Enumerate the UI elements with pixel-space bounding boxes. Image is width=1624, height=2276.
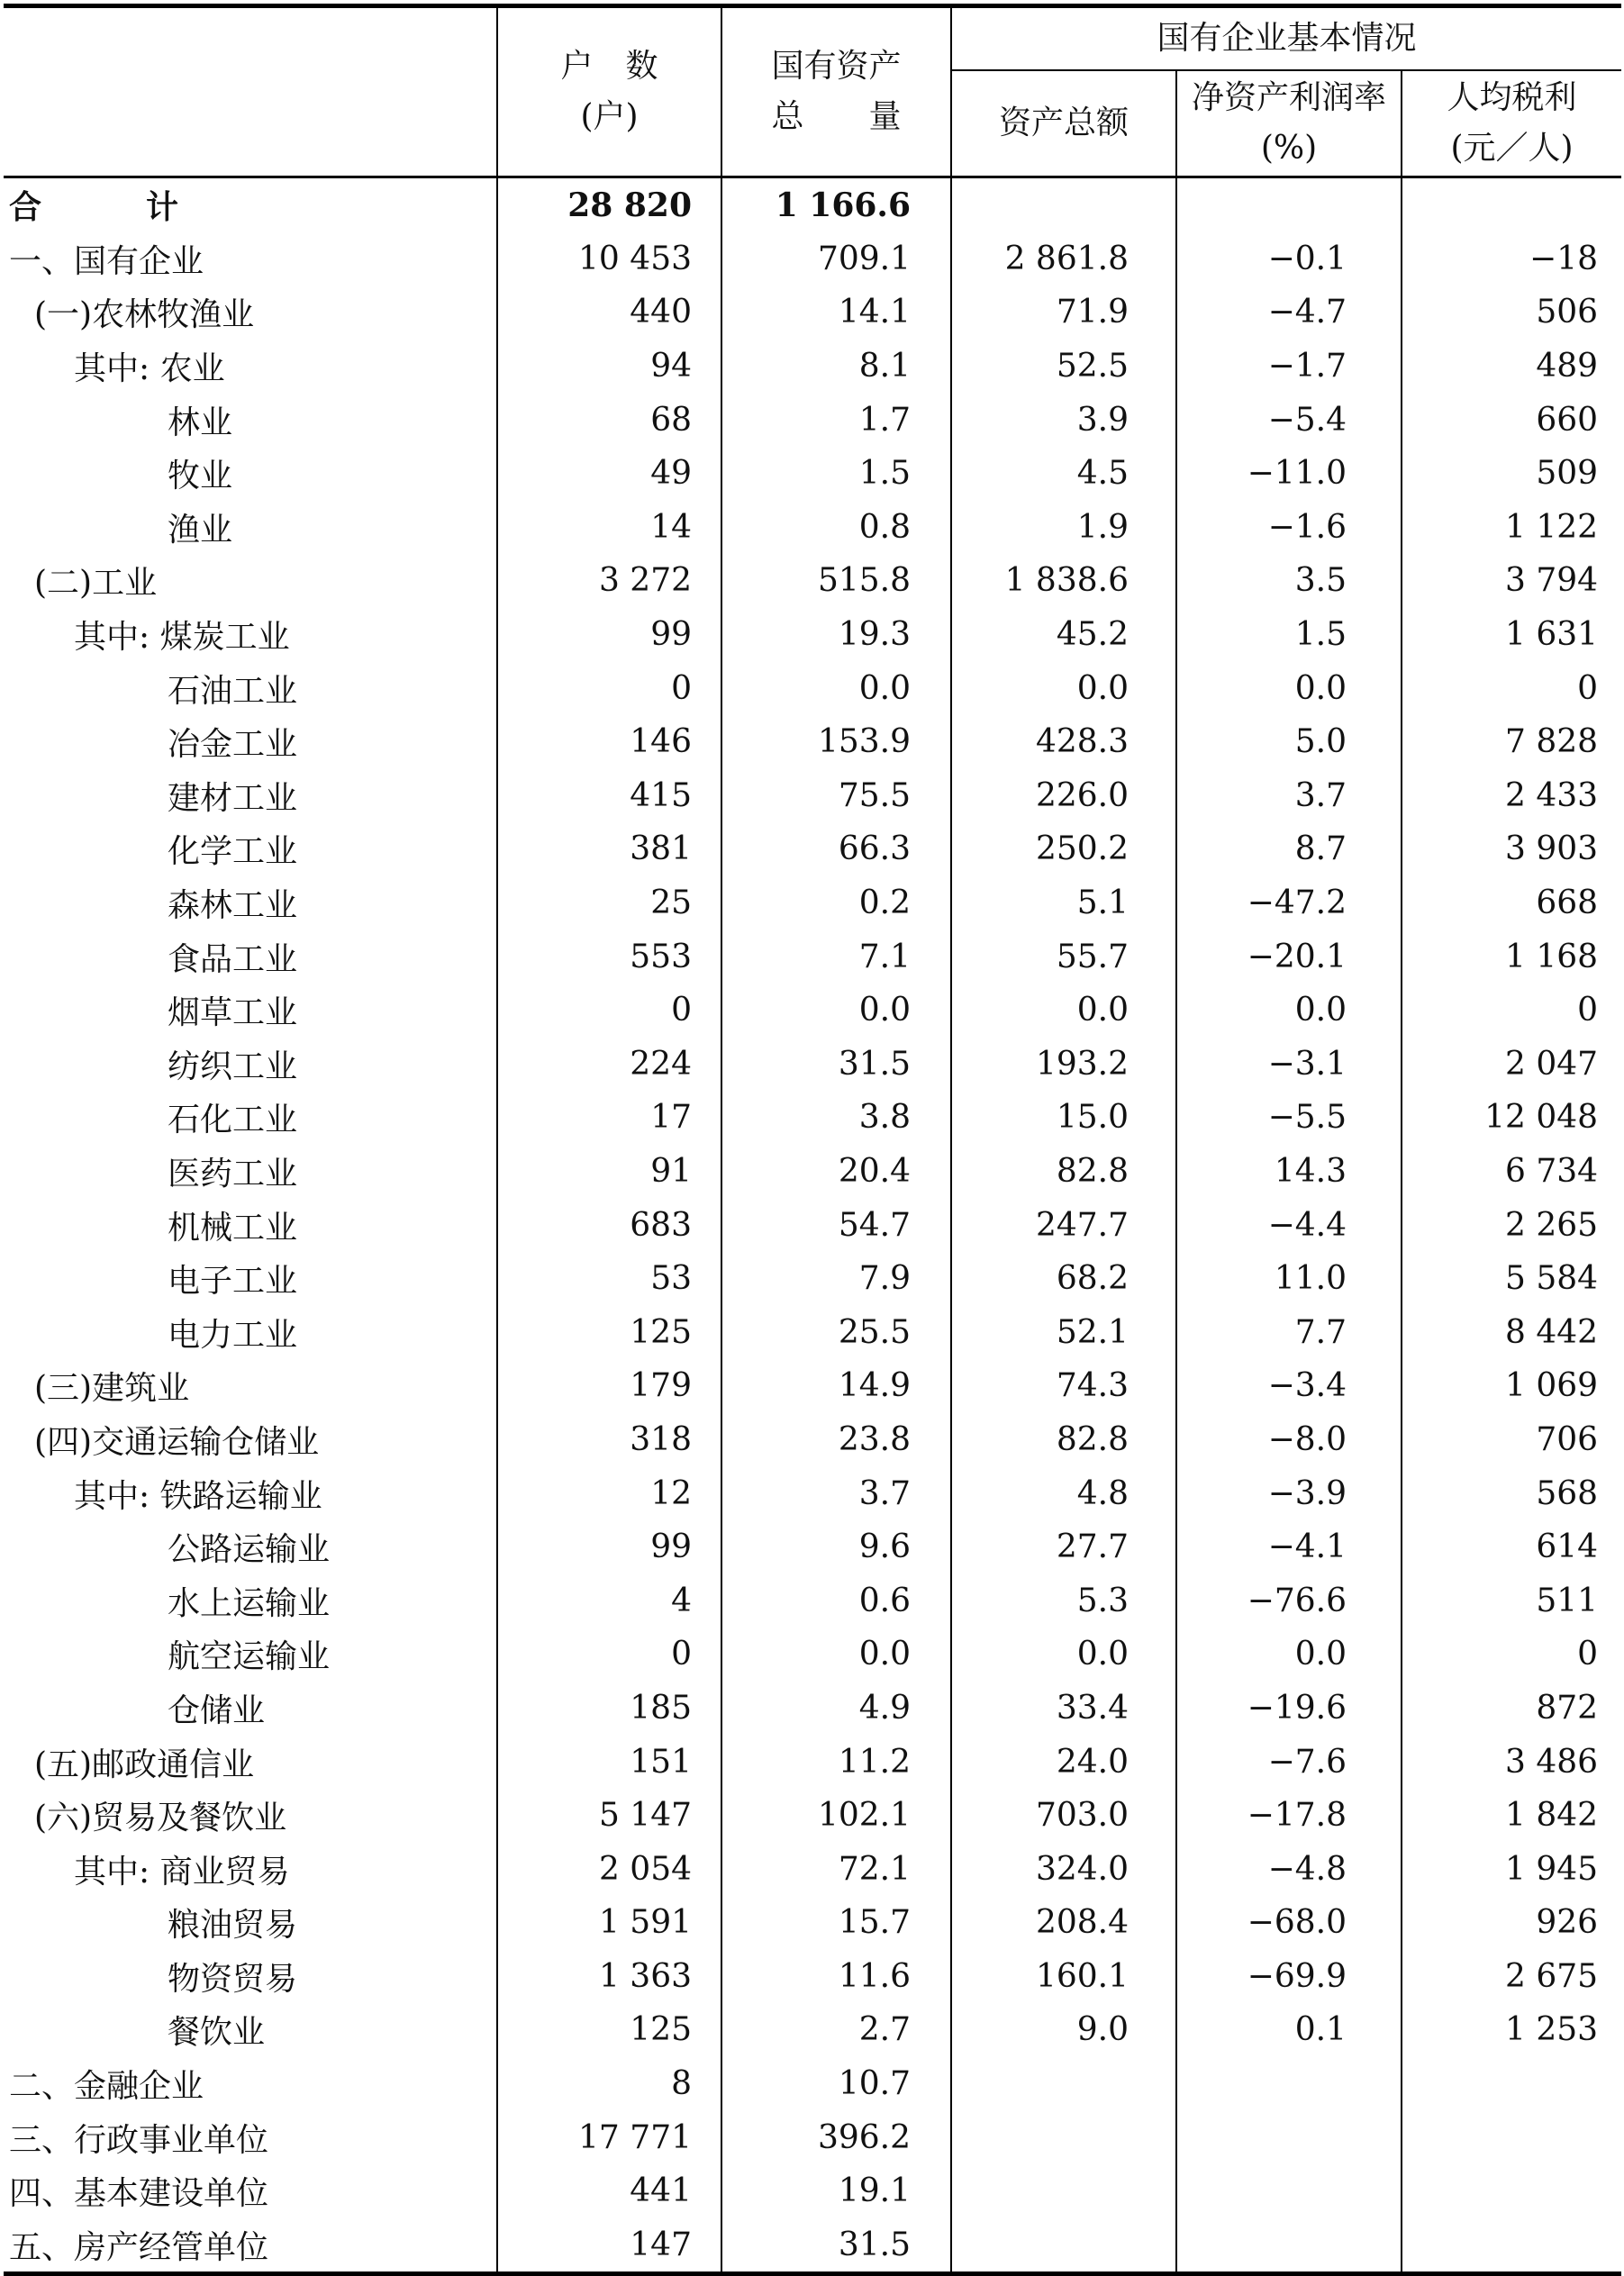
row-label: 牧业 [168, 458, 233, 495]
total-assets-cell: 428.3 [951, 715, 1176, 769]
state-assets-cell: 102.1 [721, 1789, 951, 1843]
tax-per-capita-cell: 506 [1402, 286, 1621, 340]
row-label: 五、房产经管单位 [4, 2218, 497, 2274]
table-row [4, 1628, 1621, 1682]
row-label: (五)邮政通信业 [34, 1746, 255, 1783]
state-assets-cell: 11.2 [721, 1735, 951, 1789]
profit-rate-cell [1176, 2110, 1402, 2164]
households-cell: 91 [497, 1145, 721, 1199]
total-assets-cell: 160.1 [951, 1950, 1176, 2004]
table-row [4, 1413, 1621, 1467]
tax-per-capita-cell: 3 903 [1402, 822, 1621, 876]
total-assets-cell [951, 177, 1176, 232]
households-cell: 49 [497, 447, 721, 501]
tax-per-capita-cell: 0 [1402, 984, 1621, 1038]
state-assets-cell: 75.5 [721, 769, 951, 823]
households-cell: 185 [497, 1682, 721, 1736]
tax-per-capita-header-unit: (元／人) [1450, 130, 1574, 167]
soe-group-header: 国有企业基本情况 [951, 6, 1621, 71]
households-cell: 53 [497, 1252, 721, 1306]
table-row [4, 1145, 1621, 1199]
row-label: 电力工业 [168, 1316, 298, 1354]
state-assets-cell: 31.5 [721, 2218, 951, 2274]
row-label: 建材工业 [168, 779, 298, 817]
state-assets-cell: 153.9 [721, 715, 951, 769]
households-cell: 10 453 [497, 232, 721, 286]
profit-rate-cell: −11.0 [1176, 447, 1402, 501]
state-assets-cell: 25.5 [721, 1305, 951, 1359]
households-cell: 683 [497, 1198, 721, 1252]
row-label-header [4, 6, 497, 177]
row-label: 渔业 [168, 511, 233, 549]
profit-rate-cell: −17.8 [1176, 1789, 1402, 1843]
profit-rate-cell: 5.0 [1176, 715, 1402, 769]
state-assets-cell: 7.9 [721, 1252, 951, 1306]
table-row [4, 1573, 1621, 1628]
households-cell: 441 [497, 2164, 721, 2218]
table-row [4, 608, 1621, 662]
table-row [4, 769, 1621, 823]
row-label: 电子工业 [168, 1263, 298, 1301]
households-cell: 17 [497, 1091, 721, 1145]
state-assets-cell: 0.0 [721, 1628, 951, 1682]
state-assets-cell: 54.7 [721, 1198, 951, 1252]
profit-rate-cell: 1.5 [1176, 608, 1402, 662]
tax-per-capita-cell: 7 828 [1402, 715, 1621, 769]
state-assets-cell: 8.1 [721, 340, 951, 394]
total-assets-cell [951, 2218, 1176, 2274]
households-cell: 553 [497, 929, 721, 984]
table-row [4, 2110, 1621, 2164]
row-label: (四)交通运输仓储业 [34, 1423, 320, 1461]
total-assets-cell [951, 2164, 1176, 2218]
tax-per-capita-cell: 1 122 [1402, 501, 1621, 555]
row-label: 餐饮业 [168, 2014, 266, 2052]
total-assets-cell: 226.0 [951, 769, 1176, 823]
row-label: 粮油贸易 [168, 1907, 298, 1945]
profit-rate-cell [1176, 2218, 1402, 2274]
total-assets-cell: 0.0 [951, 984, 1176, 1038]
state-assets-table [4, 4, 1621, 2276]
table-row [4, 876, 1621, 930]
tax-per-capita-cell: 12 048 [1402, 1091, 1621, 1145]
profit-rate-cell: 0.0 [1176, 1628, 1402, 1682]
profit-rate-cell: −20.1 [1176, 929, 1402, 984]
profit-rate-cell: −4.1 [1176, 1520, 1402, 1574]
tax-per-capita-cell: 660 [1402, 393, 1621, 447]
households-cell: 0 [497, 1628, 721, 1682]
profit-rate-cell [1176, 177, 1402, 232]
tax-per-capita-cell: 2 675 [1402, 1950, 1621, 2004]
row-label: 其中: 煤炭工业 [74, 619, 290, 657]
table-row [4, 1252, 1621, 1306]
table-header [4, 6, 1621, 177]
households-cell: 8 [497, 2057, 721, 2111]
state-assets-cell: 72.1 [721, 1842, 951, 1896]
profit-rate-header-label: 净资产利润率 [1191, 79, 1386, 116]
row-label: 机械工业 [168, 1209, 298, 1247]
households-cell: 28 820 [497, 177, 721, 232]
state-assets-cell: 19.1 [721, 2164, 951, 2218]
state-assets-cell: 19.3 [721, 608, 951, 662]
table-row [4, 447, 1621, 501]
state-assets-cell: 10.7 [721, 2057, 951, 2111]
total-assets-cell: 4.8 [951, 1466, 1176, 1520]
households-cell: 25 [497, 876, 721, 930]
total-assets-cell: 5.1 [951, 876, 1176, 930]
households-cell: 146 [497, 715, 721, 769]
state-assets-cell: 1.7 [721, 393, 951, 447]
state-assets-cell: 0.0 [721, 984, 951, 1038]
total-assets-cell: 703.0 [951, 1789, 1176, 1843]
tax-per-capita-cell: 2 047 [1402, 1038, 1621, 1092]
state-assets-cell: 1.5 [721, 447, 951, 501]
state-assets-cell: 0.6 [721, 1573, 951, 1628]
state-assets-cell: 20.4 [721, 1145, 951, 1199]
profit-rate-cell: 3.7 [1176, 769, 1402, 823]
row-label: 三、行政事业单位 [9, 2121, 269, 2159]
households-header-label: 户 数 [560, 48, 658, 85]
row-label: 四、基本建设单位 [9, 2175, 269, 2213]
households-cell: 381 [497, 822, 721, 876]
state-assets-cell: 14.1 [721, 286, 951, 340]
row-label: 冶金工业 [168, 726, 298, 764]
table-row [4, 1359, 1621, 1413]
tax-per-capita-cell: 1 168 [1402, 929, 1621, 984]
profit-rate-cell: 0.1 [1176, 2003, 1402, 2057]
table-row [4, 822, 1621, 876]
state-assets-cell: 3.8 [721, 1091, 951, 1145]
profit-rate-cell [1176, 2057, 1402, 2111]
profit-rate-cell: 8.7 [1176, 822, 1402, 876]
row-label: 石油工业 [168, 672, 298, 710]
state-assets-cell: 14.9 [721, 1359, 951, 1413]
profit-rate-cell: −3.4 [1176, 1359, 1402, 1413]
profit-rate-cell: −4.4 [1176, 1198, 1402, 1252]
row-label: 其中: 铁路运输业 [74, 1477, 322, 1515]
state-assets-cell: 1 166.6 [721, 177, 951, 232]
state-assets-cell: 515.8 [721, 554, 951, 608]
state-assets-header [721, 6, 951, 177]
table-row [4, 554, 1621, 608]
households-cell: 318 [497, 1413, 721, 1467]
households-cell: 5 147 [497, 1789, 721, 1843]
row-label: 食品工业 [168, 940, 298, 978]
total-assets-cell: 68.2 [951, 1252, 1176, 1306]
tax-per-capita-cell: −18 [1402, 232, 1621, 286]
table-row [4, 1305, 1621, 1359]
households-cell: 224 [497, 1038, 721, 1092]
table-row [4, 2057, 1621, 2111]
total-assets-cell: 208.4 [951, 1896, 1176, 1950]
total-assets-cell: 74.3 [951, 1359, 1176, 1413]
total-assets-cell: 324.0 [951, 1842, 1176, 1896]
total-assets-cell: 82.8 [951, 1413, 1176, 1467]
tax-per-capita-cell: 706 [1402, 1413, 1621, 1467]
state-assets-cell: 15.7 [721, 1896, 951, 1950]
table-row [4, 2218, 1621, 2274]
households-cell: 147 [497, 2218, 721, 2274]
total-assets-cell: 82.8 [951, 1145, 1176, 1199]
table-row [4, 1842, 1621, 1896]
households-cell: 94 [497, 340, 721, 394]
households-cell: 17 771 [497, 2110, 721, 2164]
row-label: 其中: 商业贸易 [74, 1853, 290, 1891]
state-assets-cell: 709.1 [721, 232, 951, 286]
profit-rate-cell: −1.6 [1176, 501, 1402, 555]
households-cell: 440 [497, 286, 721, 340]
total-assets-cell: 15.0 [951, 1091, 1176, 1145]
state-assets-cell: 66.3 [721, 822, 951, 876]
row-label: 合 计 [9, 188, 215, 227]
tax-per-capita-cell: 2 265 [1402, 1198, 1621, 1252]
table-row [4, 1520, 1621, 1574]
row-label: 一、国有企业 [9, 242, 204, 280]
tax-per-capita-cell: 3 794 [1402, 554, 1621, 608]
households-cell: 415 [497, 769, 721, 823]
households-cell: 4 [497, 1573, 721, 1628]
table-row [4, 501, 1621, 555]
row-label: 林业 [168, 404, 233, 441]
total-assets-cell: 0.0 [951, 1628, 1176, 1682]
profit-rate-cell: 0.0 [1176, 984, 1402, 1038]
tax-per-capita-cell: 926 [1402, 1896, 1621, 1950]
state-assets-cell: 2.7 [721, 2003, 951, 2057]
row-label: (二)工业 [34, 565, 158, 603]
total-assets-cell: 0.0 [951, 661, 1176, 715]
households-cell: 125 [497, 2003, 721, 2057]
households-cell: 99 [497, 1520, 721, 1574]
profit-rate-cell: 14.3 [1176, 1145, 1402, 1199]
total-assets-cell [951, 2057, 1176, 2111]
tax-per-capita-cell: 872 [1402, 1682, 1621, 1736]
tax-per-capita-cell: 1 253 [1402, 2003, 1621, 2057]
tax-per-capita-cell: 489 [1402, 340, 1621, 394]
profit-rate-cell: −76.6 [1176, 1573, 1402, 1628]
profit-rate-cell: −5.5 [1176, 1091, 1402, 1145]
state-assets-cell: 3.7 [721, 1466, 951, 1520]
row-label: (六)贸易及餐饮业 [34, 1800, 287, 1837]
tax-per-capita-cell [1402, 2164, 1621, 2218]
total-assets-cell: 9.0 [951, 2003, 1176, 2057]
profit-rate-cell: −4.7 [1176, 286, 1402, 340]
total-assets-cell: 71.9 [951, 286, 1176, 340]
row-label: (三)建筑业 [34, 1370, 190, 1408]
row-label: 水上运输业 [168, 1584, 331, 1622]
tax-per-capita-header [1402, 70, 1621, 177]
total-assets-cell: 1 838.6 [951, 554, 1176, 608]
profit-rate-header [1176, 70, 1402, 177]
total-assets-cell: 2 861.8 [951, 232, 1176, 286]
tax-per-capita-cell: 3 486 [1402, 1735, 1621, 1789]
tax-per-capita-cell: 6 734 [1402, 1145, 1621, 1199]
table-row [4, 340, 1621, 394]
state-assets-cell: 4.9 [721, 1682, 951, 1736]
tax-per-capita-cell: 511 [1402, 1573, 1621, 1628]
table-row [4, 1198, 1621, 1252]
table-row [4, 1896, 1621, 1950]
total-assets-cell: 52.1 [951, 1305, 1176, 1359]
row-label: 纺织工业 [168, 1047, 298, 1085]
households-cell: 2 054 [497, 1842, 721, 1896]
table-row [4, 1682, 1621, 1736]
households-cell: 125 [497, 1305, 721, 1359]
profit-rate-cell: −7.6 [1176, 1735, 1402, 1789]
table-body [4, 177, 1621, 2274]
households-cell: 99 [497, 608, 721, 662]
profit-rate-cell: −1.7 [1176, 340, 1402, 394]
households-cell: 12 [497, 1466, 721, 1520]
households-cell: 68 [497, 393, 721, 447]
state-assets-header-line2: 总 量 [771, 98, 902, 135]
row-label: (一)农林牧渔业 [34, 296, 255, 334]
profit-rate-cell: −68.0 [1176, 1896, 1402, 1950]
table-row [4, 661, 1621, 715]
total-assets-cell [951, 2110, 1176, 2164]
households-cell: 14 [497, 501, 721, 555]
table-row [4, 1789, 1621, 1843]
row-label: 航空运输业 [168, 1638, 331, 1676]
total-assets-cell: 4.5 [951, 447, 1176, 501]
state-assets-cell: 31.5 [721, 1038, 951, 1092]
state-assets-cell: 11.6 [721, 1950, 951, 2004]
row-label: 物资贸易 [168, 1960, 298, 1998]
table-row [4, 929, 1621, 984]
total-assets-cell: 27.7 [951, 1520, 1176, 1574]
total-assets-cell: 55.7 [951, 929, 1176, 984]
table-row [4, 1466, 1621, 1520]
row-label: 医药工业 [168, 1155, 298, 1192]
total-assets-cell: 33.4 [951, 1682, 1176, 1736]
table-row [4, 2164, 1621, 2218]
tax-per-capita-cell: 2 433 [1402, 769, 1621, 823]
total-assets-cell: 1.9 [951, 501, 1176, 555]
profit-rate-cell: 7.7 [1176, 1305, 1402, 1359]
total-assets-cell: 3.9 [951, 393, 1176, 447]
table-row [4, 177, 1621, 232]
households-cell: 1 591 [497, 1896, 721, 1950]
households-cell: 0 [497, 661, 721, 715]
table-row [4, 984, 1621, 1038]
table-row [4, 715, 1621, 769]
row-label: 仓储业 [168, 1691, 266, 1729]
total-assets-cell: 250.2 [951, 822, 1176, 876]
profit-rate-cell [1176, 2164, 1402, 2218]
tax-per-capita-cell: 1 842 [1402, 1789, 1621, 1843]
tax-per-capita-cell: 614 [1402, 1520, 1621, 1574]
households-header-unit: (户) [580, 98, 639, 135]
tax-per-capita-cell: 0 [1402, 1628, 1621, 1682]
state-assets-cell: 23.8 [721, 1413, 951, 1467]
row-label: 化学工业 [168, 833, 298, 871]
total-assets-cell: 24.0 [951, 1735, 1176, 1789]
tax-per-capita-cell: 1 631 [1402, 608, 1621, 662]
households-cell: 3 272 [497, 554, 721, 608]
tax-per-capita-cell: 568 [1402, 1466, 1621, 1520]
total-assets-cell: 45.2 [951, 608, 1176, 662]
tax-per-capita-cell [1402, 2218, 1621, 2274]
state-assets-cell: 7.1 [721, 929, 951, 984]
tax-per-capita-cell [1402, 2110, 1621, 2164]
tax-per-capita-cell: 0 [1402, 661, 1621, 715]
total-assets-cell: 5.3 [951, 1573, 1176, 1628]
tax-per-capita-cell: 509 [1402, 447, 1621, 501]
tax-per-capita-header-label: 人均税利 [1447, 79, 1577, 116]
tax-per-capita-cell [1402, 2057, 1621, 2111]
households-cell: 0 [497, 984, 721, 1038]
state-assets-cell: 396.2 [721, 2110, 951, 2164]
table-row [4, 1091, 1621, 1145]
table-row [4, 286, 1621, 340]
tax-per-capita-cell: 8 442 [1402, 1305, 1621, 1359]
profit-rate-cell: −4.8 [1176, 1842, 1402, 1896]
total-assets-header: 资产总额 [951, 70, 1176, 177]
households-cell: 179 [497, 1359, 721, 1413]
table-row [4, 1735, 1621, 1789]
profit-rate-cell: −5.4 [1176, 393, 1402, 447]
state-assets-cell: 0.2 [721, 876, 951, 930]
profit-rate-cell: −0.1 [1176, 232, 1402, 286]
row-label: 烟草工业 [168, 994, 298, 1032]
profit-rate-cell: −47.2 [1176, 876, 1402, 930]
table-row [4, 1038, 1621, 1092]
profit-rate-cell: 0.0 [1176, 661, 1402, 715]
table-row [4, 393, 1621, 447]
row-label: 森林工业 [168, 887, 298, 925]
total-assets-cell: 193.2 [951, 1038, 1176, 1092]
profit-rate-cell: 3.5 [1176, 554, 1402, 608]
state-assets-cell: 9.6 [721, 1520, 951, 1574]
tax-per-capita-cell: 668 [1402, 876, 1621, 930]
profit-rate-header-unit: (%) [1260, 130, 1318, 167]
row-label: 其中: 农业 [74, 350, 225, 388]
profit-rate-cell: −8.0 [1176, 1413, 1402, 1467]
table-row [4, 1950, 1621, 2004]
table-row [4, 2003, 1621, 2057]
households-cell: 1 363 [497, 1950, 721, 2004]
households-header [497, 6, 721, 177]
tax-per-capita-cell: 1 945 [1402, 1842, 1621, 1896]
state-assets-cell: 0.8 [721, 501, 951, 555]
profit-rate-cell: −3.1 [1176, 1038, 1402, 1092]
table-row [4, 232, 1621, 286]
row-label: 石化工业 [168, 1102, 298, 1139]
tax-per-capita-cell: 1 069 [1402, 1359, 1621, 1413]
state-assets-header-line1: 国有资产 [771, 48, 902, 85]
row-label: 公路运输业 [168, 1531, 331, 1569]
row-label: 二、金融企业 [9, 2068, 204, 2106]
tax-per-capita-cell: 5 584 [1402, 1252, 1621, 1306]
profit-rate-cell: −3.9 [1176, 1466, 1402, 1520]
statistics-table-container [4, 4, 1621, 2276]
tax-per-capita-cell [1402, 177, 1621, 232]
profit-rate-cell: −19.6 [1176, 1682, 1402, 1736]
profit-rate-cell: −69.9 [1176, 1950, 1402, 2004]
total-assets-cell: 247.7 [951, 1198, 1176, 1252]
state-assets-cell: 0.0 [721, 661, 951, 715]
total-assets-cell: 52.5 [951, 340, 1176, 394]
profit-rate-cell: 11.0 [1176, 1252, 1402, 1306]
households-cell: 151 [497, 1735, 721, 1789]
